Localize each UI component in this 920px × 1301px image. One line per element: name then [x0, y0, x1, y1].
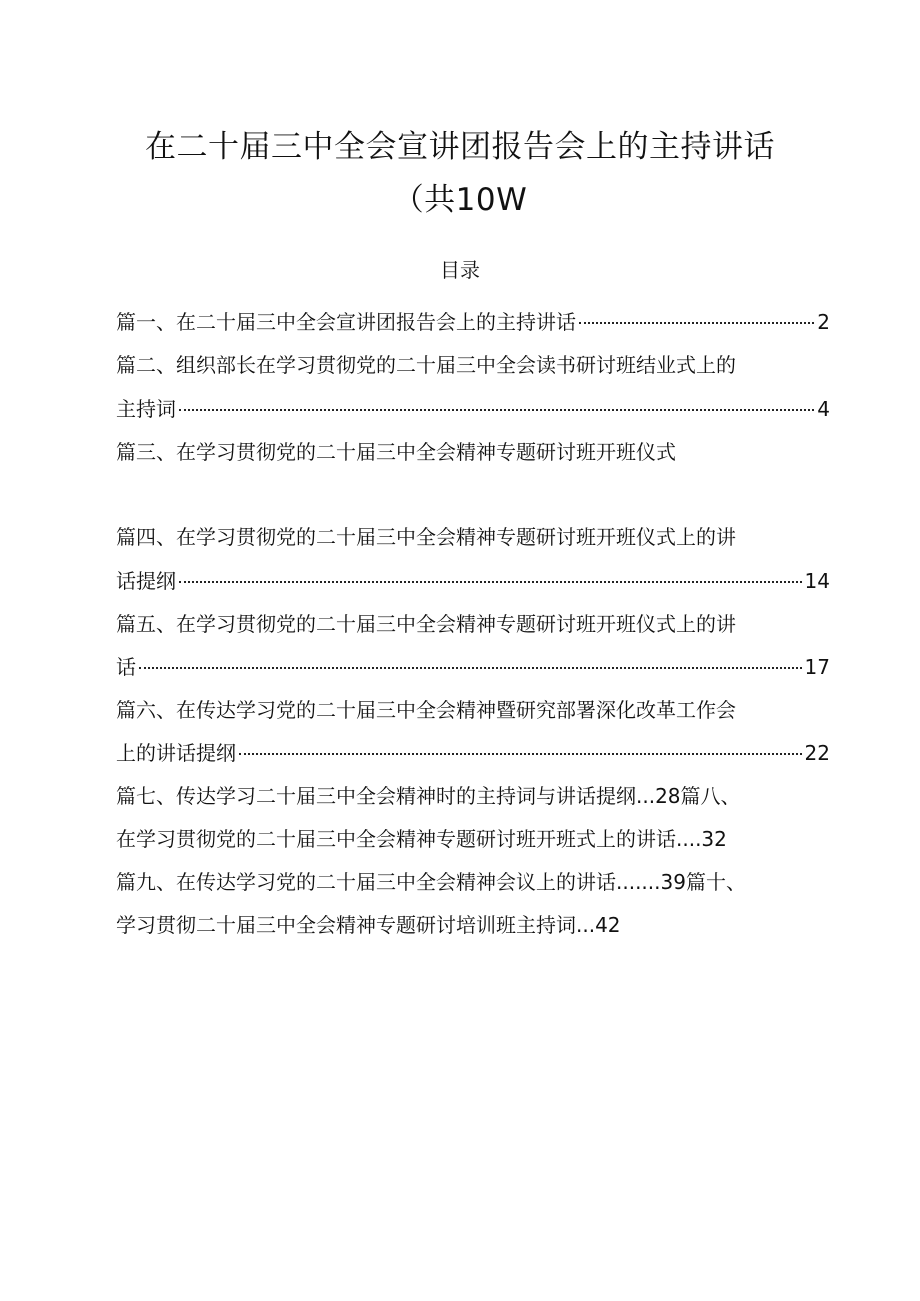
toc-page-number: 2 — [817, 310, 830, 334]
toc-entry-text: 篇五、在学习贯彻党的二十届三中全会精神专题研讨班开班仪式上的讲 — [116, 612, 736, 636]
toc-entry-10-continued[interactable] — [116, 908, 830, 942]
toc-entry-text: 篇二、组织部长在学习贯彻党的二十届三中全会读书研讨班结业式上的 — [116, 353, 736, 377]
toc-entry-text: 篇七、传达学习二十届三中全会精神时的主持词与讲话提纲...28篇八、 — [116, 784, 741, 808]
toc-entry-1[interactable] — [116, 305, 830, 339]
toc-page-number: 22 — [804, 741, 830, 765]
toc-entry-text: 篇六、在传达学习党的二十届三中全会精神暨研究部署深化改革工作会 — [116, 698, 736, 722]
document-title: 在二十届三中全会宣讲团报告会上的主持讲话 — [145, 129, 775, 165]
toc-page-number: 14 — [804, 569, 830, 593]
dot-leader — [239, 753, 802, 755]
toc-entry-text: 话提纲 — [116, 569, 176, 593]
toc-entry-8-continued[interactable] — [116, 822, 830, 856]
toc-entry-5[interactable] — [116, 607, 830, 641]
dot-leader — [579, 322, 814, 324]
toc-entry-4[interactable] — [116, 520, 830, 554]
toc-entry-text: 上的讲话提纲 — [116, 741, 236, 765]
toc-entry-4-continued[interactable] — [116, 564, 830, 598]
toc-entry-text: 篇四、在学习贯彻党的二十届三中全会精神专题研讨班开班仪式上的讲 — [116, 525, 736, 549]
toc-entry-9-10[interactable] — [116, 865, 830, 899]
toc-entry-text: 学习贯彻二十届三中全会精神专题研讨培训班主持词...42 — [116, 913, 621, 937]
toc-entry-5-continued[interactable] — [116, 650, 830, 684]
toc-entry-7-8[interactable] — [116, 779, 830, 813]
toc-entry-text: 篇三、在学习贯彻党的二十届三中全会精神专题研讨班开班仪式 — [116, 440, 676, 464]
toc-entry-6[interactable] — [116, 693, 830, 727]
toc-entry-3[interactable] — [116, 435, 830, 469]
dot-leader — [179, 409, 814, 411]
toc-entry-text: 在学习贯彻党的二十届三中全会精神专题研讨班开班式上的讲话....32 — [116, 827, 727, 851]
dot-leader — [179, 581, 802, 583]
toc-entry-text: 话 — [116, 655, 136, 679]
toc-entry-text: 主持词 — [116, 397, 176, 421]
toc-entry-6-continued[interactable] — [116, 736, 830, 770]
toc-heading: 目录 — [440, 258, 480, 282]
toc-page-number: 4 — [817, 397, 830, 421]
toc-entry-text: 篇一、在二十届三中全会宣讲团报告会上的主持讲话 — [116, 310, 576, 334]
toc-entry-2[interactable] — [116, 348, 830, 382]
toc-entry-2-continued[interactable] — [116, 392, 830, 426]
toc-page-number: 17 — [804, 655, 830, 679]
document-title-continued: （共10W — [392, 182, 528, 218]
dot-leader — [139, 667, 802, 669]
toc-entry-text: 篇九、在传达学习党的二十届三中全会精神会议上的讲话.......39篇十、 — [116, 870, 746, 894]
